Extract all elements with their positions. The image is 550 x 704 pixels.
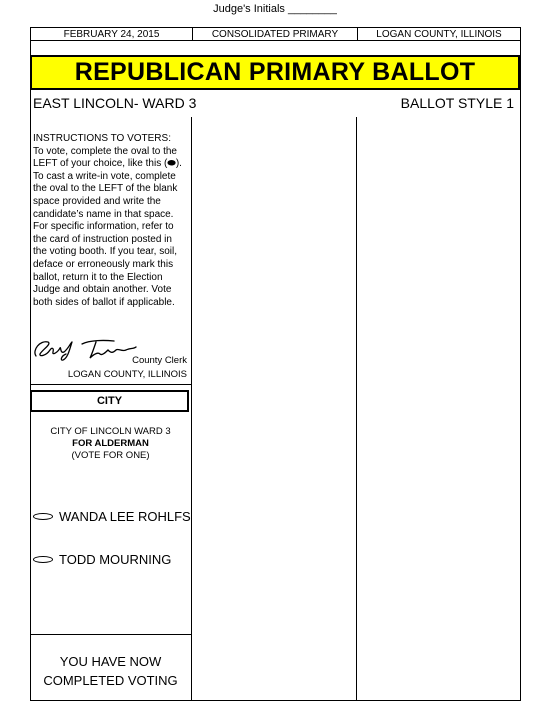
county-name: LOGAN COUNTY, ILLINOIS [357, 27, 521, 41]
bottom-border [30, 700, 521, 701]
instruction-line: the voting booth. If you tear, soil, [33, 246, 177, 258]
completed-voting-notice [30, 652, 191, 690]
voter-instructions [33, 133, 191, 309]
right-border [520, 41, 521, 700]
election-date: FEBRUARY 24, 2015 [30, 27, 193, 41]
column-divider-1 [191, 117, 192, 700]
instruction-line: Judge and obtain another. Vote [33, 284, 172, 296]
instruction-line: To vote, complete the oval to the [33, 145, 177, 157]
column-divider-2 [356, 117, 357, 700]
candidate-option[interactable] [33, 507, 191, 525]
instruction-line: LEFT of your choice, like this (⬬). [33, 158, 182, 170]
race-jurisdiction: CITY OF LINCOLN WARD 3 [50, 426, 171, 437]
completed-line-2: COMPLETED VOTING [43, 673, 178, 688]
instruction-line: candidate’s name in that space. [33, 208, 174, 220]
instruction-line: deface or erroneously mark this [33, 258, 174, 270]
instruction-line: To cast a write-in vote, complete [33, 170, 176, 182]
precinct-name: EAST LINCOLN- WARD 3 [33, 95, 197, 111]
completed-line-1: YOU HAVE NOW [59, 654, 162, 669]
ballot-style: BALLOT STYLE 1 [400, 95, 514, 111]
vote-oval[interactable] [33, 556, 53, 563]
section-heading: CITY [30, 390, 189, 412]
clerk-county: LOGAN COUNTY, ILLINOIS [67, 369, 187, 380]
candidate-name: TODD MOURNING [59, 551, 172, 567]
vote-oval[interactable] [33, 513, 53, 520]
instruction-line: For specific information, refer to [33, 221, 174, 233]
instruction-line: the card of instruction posted in [33, 233, 172, 245]
ballot-title: REPUBLICAN PRIMARY BALLOT [30, 55, 520, 90]
section-divider [30, 384, 191, 385]
judges-initials: Judge's Initials ________ [213, 3, 337, 15]
instruction-line: the oval to the LEFT of the blank [33, 183, 178, 195]
instructions-heading: INSTRUCTIONS TO VOTERS: [33, 133, 171, 144]
race-office: FOR ALDERMAN [72, 438, 149, 449]
clerk-title: County Clerk [132, 355, 187, 366]
election-name: CONSOLIDATED PRIMARY [192, 27, 358, 41]
footer-divider [30, 634, 191, 635]
vote-for-instruction: (VOTE FOR ONE) [71, 450, 150, 461]
instruction-line: space provided and write the [33, 195, 161, 207]
candidate-name: WANDA LEE ROHLFS [59, 508, 191, 524]
instruction-line: both sides of ballot if applicable. [33, 296, 175, 308]
instruction-line: ballot, return it to the Election [33, 271, 163, 283]
candidate-option[interactable] [33, 550, 171, 568]
